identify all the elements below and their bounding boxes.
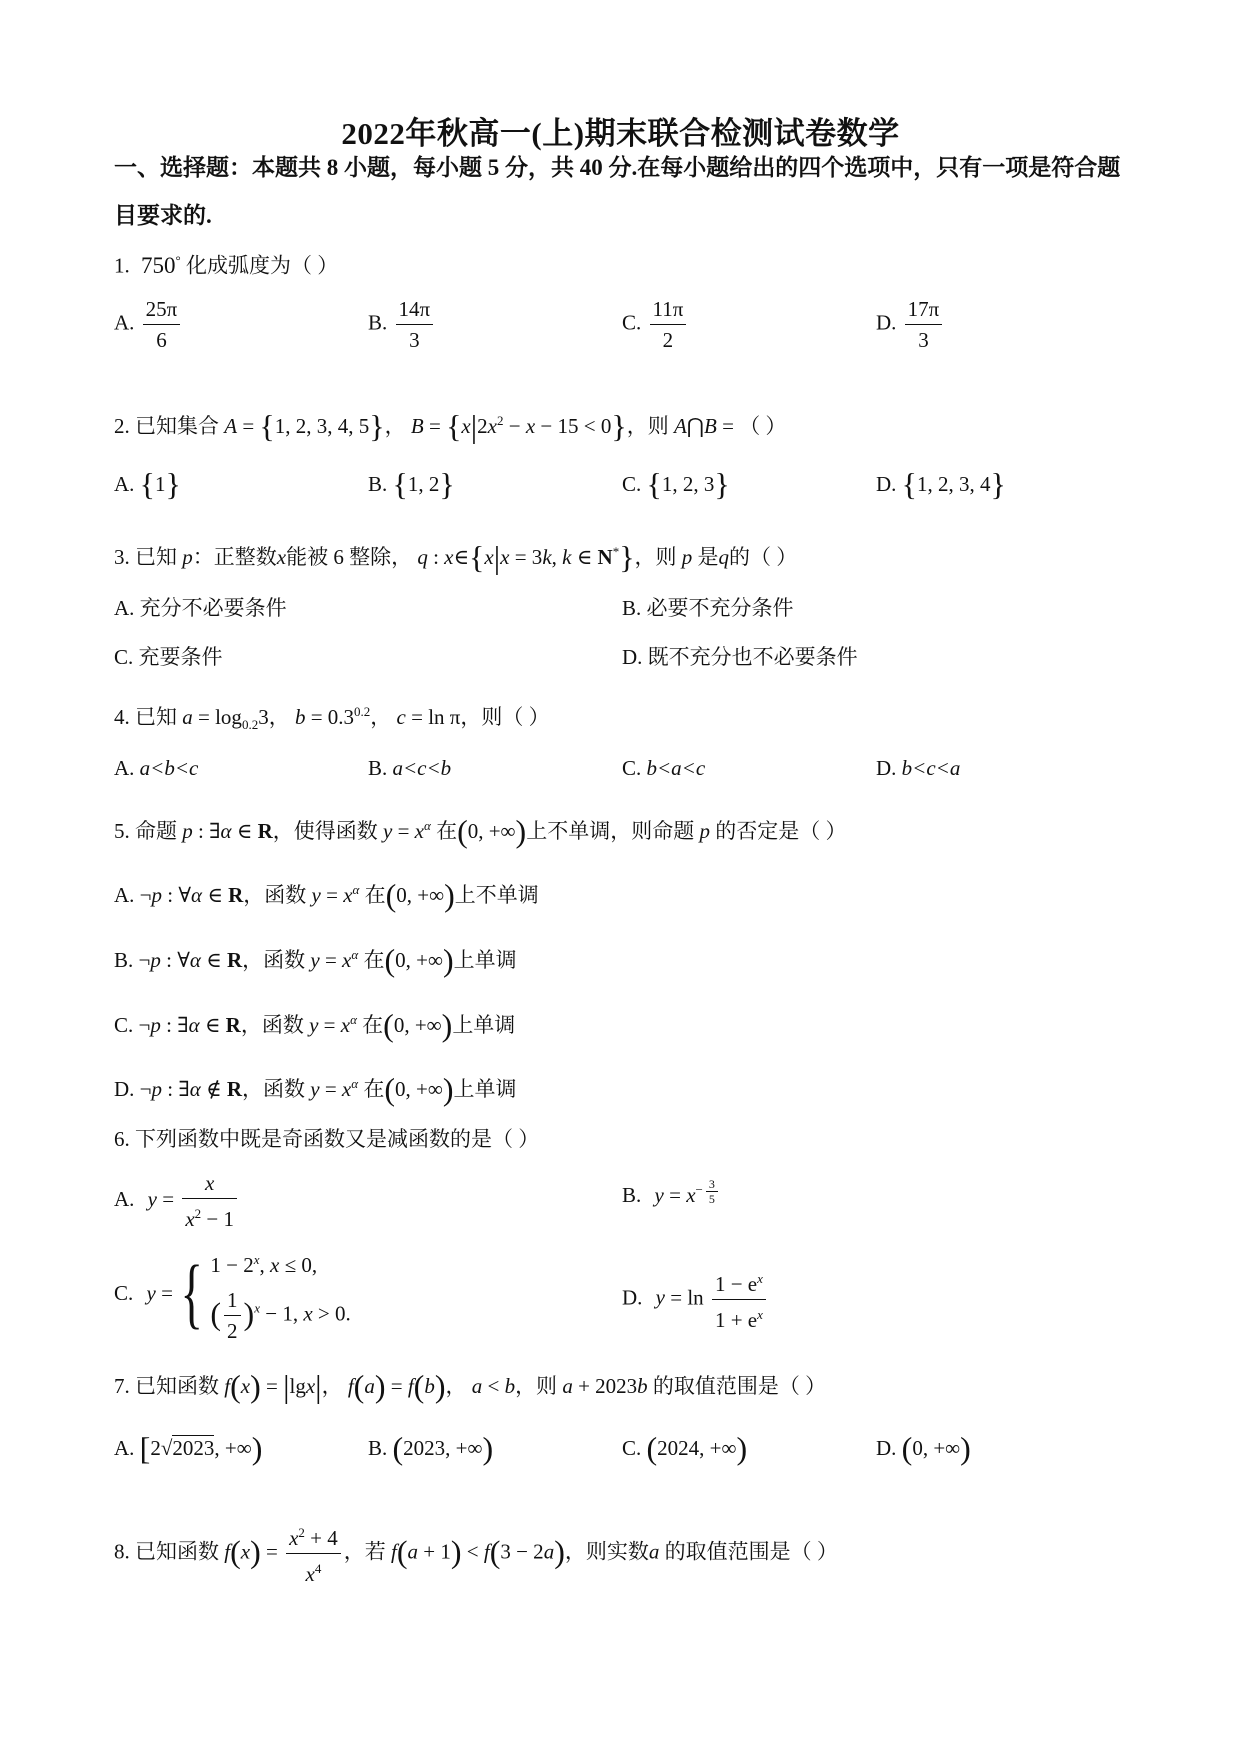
option-4B[interactable]: B. a<c<b xyxy=(368,756,452,780)
option-1A[interactable]: A. $\frac{25\pi}{6}$ xyxy=(114,294,183,355)
option-7A[interactable]: A. [2√2023, +∞) xyxy=(114,1430,263,1466)
option-3D[interactable]: D. 既不充分也不必要条件 xyxy=(622,645,858,669)
fraction: $\frac{11\pi}{2}$ xyxy=(650,294,687,355)
option-6A[interactable]: A. y = $\frac{x}{x^2 - 1}$ xyxy=(114,1168,240,1234)
option-1D[interactable]: D. $\frac{17\pi}{3}$ xyxy=(876,294,945,355)
option-5A[interactable]: A. ¬p : ∀α ∈ R，函数 $y = x^\alpha$ 在(0, +∞)上不单调 xyxy=(114,877,539,913)
question-3: 3. 已知 p：正整数x能被 6 整除， q : x∈{x|x = 3k, k ∈ N*}，则 p 是q的（ ） xyxy=(114,539,798,575)
math-expression: A xyxy=(224,414,238,438)
option-1C[interactable]: C. $\frac{11\pi}{2}$ xyxy=(622,294,689,355)
question-5: 5. 命题 p : ∃α ∈ R，使得函数 $y = x^\alpha$ 在(0, +∞)上不单调，则命题 p 的否定是（ ） xyxy=(114,813,847,849)
fraction: $\frac{x}{x^2 - 1}$ xyxy=(182,1168,237,1234)
option-3B[interactable]: B. 必要不充分条件 xyxy=(622,596,794,620)
question-6: 6. 下列函数中既是奇函数又是减函数的是（ ） xyxy=(114,1127,540,1151)
math-expression: 750° xyxy=(141,252,181,278)
question-number: 1. xyxy=(114,253,130,278)
option-7C[interactable]: C. (2024, +∞) xyxy=(622,1430,748,1466)
option-5B[interactable]: B. ¬p : ∀α ∈ R，函数 $y = x^\alpha$ 在(0, +∞)上单调 xyxy=(114,942,517,978)
option-4C[interactable]: C. b<a<c xyxy=(622,756,706,780)
option-2C[interactable]: C. {1, 2, 3} xyxy=(622,466,730,502)
option-5D[interactable]: D. ¬p : ∃α ∉ R，函数 $y = x^\alpha$ 在(0, +∞)上单调 xyxy=(114,1071,517,1107)
option-3C[interactable]: C. 充要条件 xyxy=(114,645,223,669)
fraction: $\frac{14\pi}{3}$ xyxy=(396,294,434,355)
fraction: $\frac{1 - e^x}{1 + e^x}$ xyxy=(712,1264,766,1335)
question-1 xyxy=(114,244,338,282)
option-4D[interactable]: D. b<c<a xyxy=(876,756,961,780)
option-5C[interactable]: C. ¬p : ∃α ∈ R，函数 $y = x^\alpha$ 在(0, +∞)上单调 xyxy=(114,1007,516,1043)
option-1B[interactable]: B. $\frac{14\pi}{3}$ xyxy=(368,294,436,355)
option-2A[interactable]: A. {1} xyxy=(114,466,181,502)
option-4A[interactable]: A. a<b<c xyxy=(114,756,199,780)
piecewise-function: $1 - 2^x$, x ≤ 0, ( $\frac{1}{2}$ )$^x$ − 1, x > 0. xyxy=(210,1252,351,1343)
fraction: $\frac{17\pi}{3}$ xyxy=(905,294,943,355)
exam-title: 2022年秋高一(上)期末联合检测试卷数学 xyxy=(341,116,900,151)
question-2: 2. 已知集合 A = {1, 2, 3, 4, 5}， $B = \{x|2x^2 - x - 15 < 0\}$，则 A⋂B = （ ） xyxy=(114,408,787,444)
fraction: $\frac{x^2 + 4}{x^4}$ xyxy=(286,1518,341,1589)
section-heading: 一、选择题：本题共 8 小题，每小题 5 分，共 40 分.在每小题给出的四个选项中，只有一项是符合题目要求的. xyxy=(114,155,1121,228)
question-7: 7. 已知函数 f(x) = |lgx|， f(a) = f(b)， a < b，则 a + 2023b 的取值范围是（ ） xyxy=(114,1368,827,1404)
question-8: 8. 已知函数 f(x) = $\frac{x^2 + 4}{x^4}$ ，若 f(a + 1) < f(3 − 2a)，则实数a 的取值范围是（ ） xyxy=(114,1518,838,1589)
option-2B[interactable]: B. {1, 2} xyxy=(368,466,455,502)
option-6B[interactable]: B. $y = x^{- \frac{3}{5}}$ xyxy=(622,1174,721,1211)
option-7D[interactable]: D. (0, +∞) xyxy=(876,1430,971,1466)
question-4: 4. 已知 $a = \log_{0.2}3$， $b = 0.3^{0.2}$， c = ln π，则（ ） xyxy=(114,704,550,733)
option-2D[interactable]: D. {1, 2, 3, 4} xyxy=(876,466,1006,502)
option-7B[interactable]: B. (2023, +∞) xyxy=(368,1430,494,1466)
question-text: 化成弧度为（ ） xyxy=(185,253,339,278)
option-6D[interactable]: D. y = ln $\frac{1 - e^x}{1 + e^x}$ xyxy=(622,1264,769,1335)
option-3A[interactable]: A. 充分不必要条件 xyxy=(114,596,287,620)
option-6C[interactable]: C. y ={ $1 - 2^x$, x ≤ 0, ( $\frac{1}{2}$ )$^x$ − 1, x > 0. xyxy=(114,1240,351,1346)
fraction: $\frac{25\pi}{6}$ xyxy=(143,294,181,355)
